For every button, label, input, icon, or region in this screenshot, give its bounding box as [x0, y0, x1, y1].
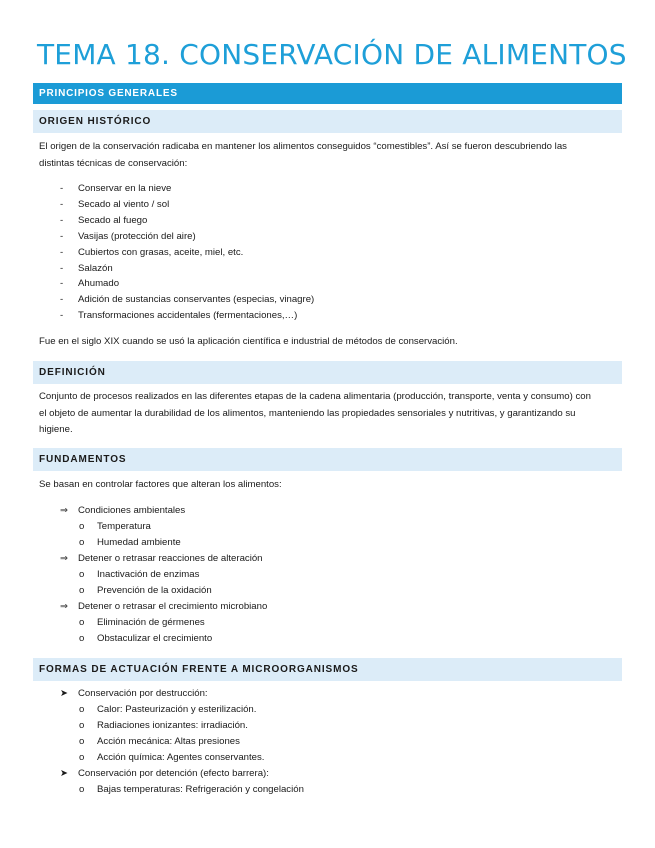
dash-marker: - — [60, 310, 64, 321]
circle-marker: o — [79, 752, 85, 763]
triangle-marker: ➤ — [60, 768, 69, 779]
dash-marker: - — [60, 183, 64, 194]
list-item: Calor: Pasteurización y esterilización. — [97, 704, 257, 715]
list-item: Salazón — [78, 263, 113, 274]
fundamentos-intro: Se basan en controlar factores que alteran los alimentos: — [39, 479, 282, 490]
list-item: Detener o retrasar reacciones de alteración — [78, 553, 263, 564]
dash-marker: - — [60, 215, 64, 226]
circle-marker: o — [79, 521, 85, 532]
dash-marker: - — [60, 231, 64, 242]
dash-marker: - — [60, 294, 64, 305]
circle-marker: o — [79, 720, 85, 731]
section-header-principios: PRINCIPIOS GENERALES — [33, 83, 622, 104]
list-item: Obstaculizar el crecimiento — [97, 633, 213, 644]
circle-marker: o — [79, 569, 85, 580]
circle-marker: o — [79, 704, 85, 715]
list-item: Transformaciones accidentales (fermentaciones,…) — [78, 310, 298, 321]
subsection-header-definicion: DEFINICIÓN — [33, 361, 622, 384]
dash-marker: - — [60, 199, 64, 210]
triangle-marker: ➤ — [60, 688, 69, 699]
dash-marker: - — [60, 263, 64, 274]
list-item: Temperatura — [97, 521, 151, 532]
origen-outro: Fue en el siglo XIX cuando se usó la aplicación científica e industrial de métodos de conservación. — [39, 336, 458, 347]
circle-marker: o — [79, 585, 85, 596]
subsection-header-origen: ORIGEN HISTÓRICO — [33, 110, 622, 133]
circle-marker: o — [79, 633, 85, 644]
arrow-marker: ⇒ — [60, 601, 69, 612]
list-item: Ahumado — [78, 278, 120, 289]
list-item: Humedad ambiente — [97, 537, 181, 548]
list-item: Prevención de la oxidación — [97, 585, 212, 596]
list-item: Vasijas (protección del aire) — [78, 231, 196, 242]
page-title: TEMA 18. CONSERVACIÓN DE ALIMENTOS — [37, 38, 627, 71]
list-item: Cubiertos con grasas, aceite, miel, etc. — [78, 247, 244, 258]
subsection-header-fundamentos: FUNDAMENTOS — [33, 448, 622, 471]
list-item: Secado al viento / sol — [78, 199, 170, 210]
arrow-marker: ⇒ — [60, 505, 69, 516]
dash-marker: - — [60, 278, 64, 289]
list-item: Bajas temperaturas: Refrigeración y congelación — [97, 784, 304, 795]
origen-intro: El origen de la conservación radicaba en mantener los alimentos conseguidos “comestibles”. Así se fueron descubriendo las distintas técnicas de conservación: — [39, 141, 567, 169]
circle-marker: o — [79, 537, 85, 548]
arrow-marker: ⇒ — [60, 553, 69, 564]
list-item: Inactivación de enzimas — [97, 569, 200, 580]
circle-marker: o — [79, 617, 85, 628]
circle-marker: o — [79, 784, 85, 795]
circle-marker: o — [79, 736, 85, 747]
list-item: Acción química: Agentes conservantes. — [97, 752, 265, 763]
subsection-header-formas: FORMAS DE ACTUACIÓN FRENTE A MICROORGANISMOS — [33, 658, 622, 681]
list-item: Conservación por detención (efecto barrera): — [78, 768, 269, 779]
list-item: Radiaciones ionizantes: irradiación. — [97, 720, 248, 731]
list-item: Conservación por destrucción: — [78, 688, 208, 699]
list-item: Acción mecánica: Altas presiones — [97, 736, 240, 747]
list-item: Eliminación de gérmenes — [97, 617, 205, 628]
list-item: Secado al fuego — [78, 215, 148, 226]
list-item: Adición de sustancias conservantes (especias, vinagre) — [78, 294, 315, 305]
dash-marker: - — [60, 247, 64, 258]
list-item: Detener o retrasar el crecimiento microbiano — [78, 601, 268, 612]
list-item: Condiciones ambientales — [78, 505, 186, 516]
list-item: Conservar en la nieve — [78, 183, 172, 194]
definicion-text: Conjunto de procesos realizados en las diferentes etapas de la cadena alimentaria (producción, transporte, venta y consumo) con el objeto de aumentar la durabilidad de los alimentos, manteniendo las propiedades sensoriales y nutritivas, y garantizando su higiene. — [39, 391, 591, 435]
